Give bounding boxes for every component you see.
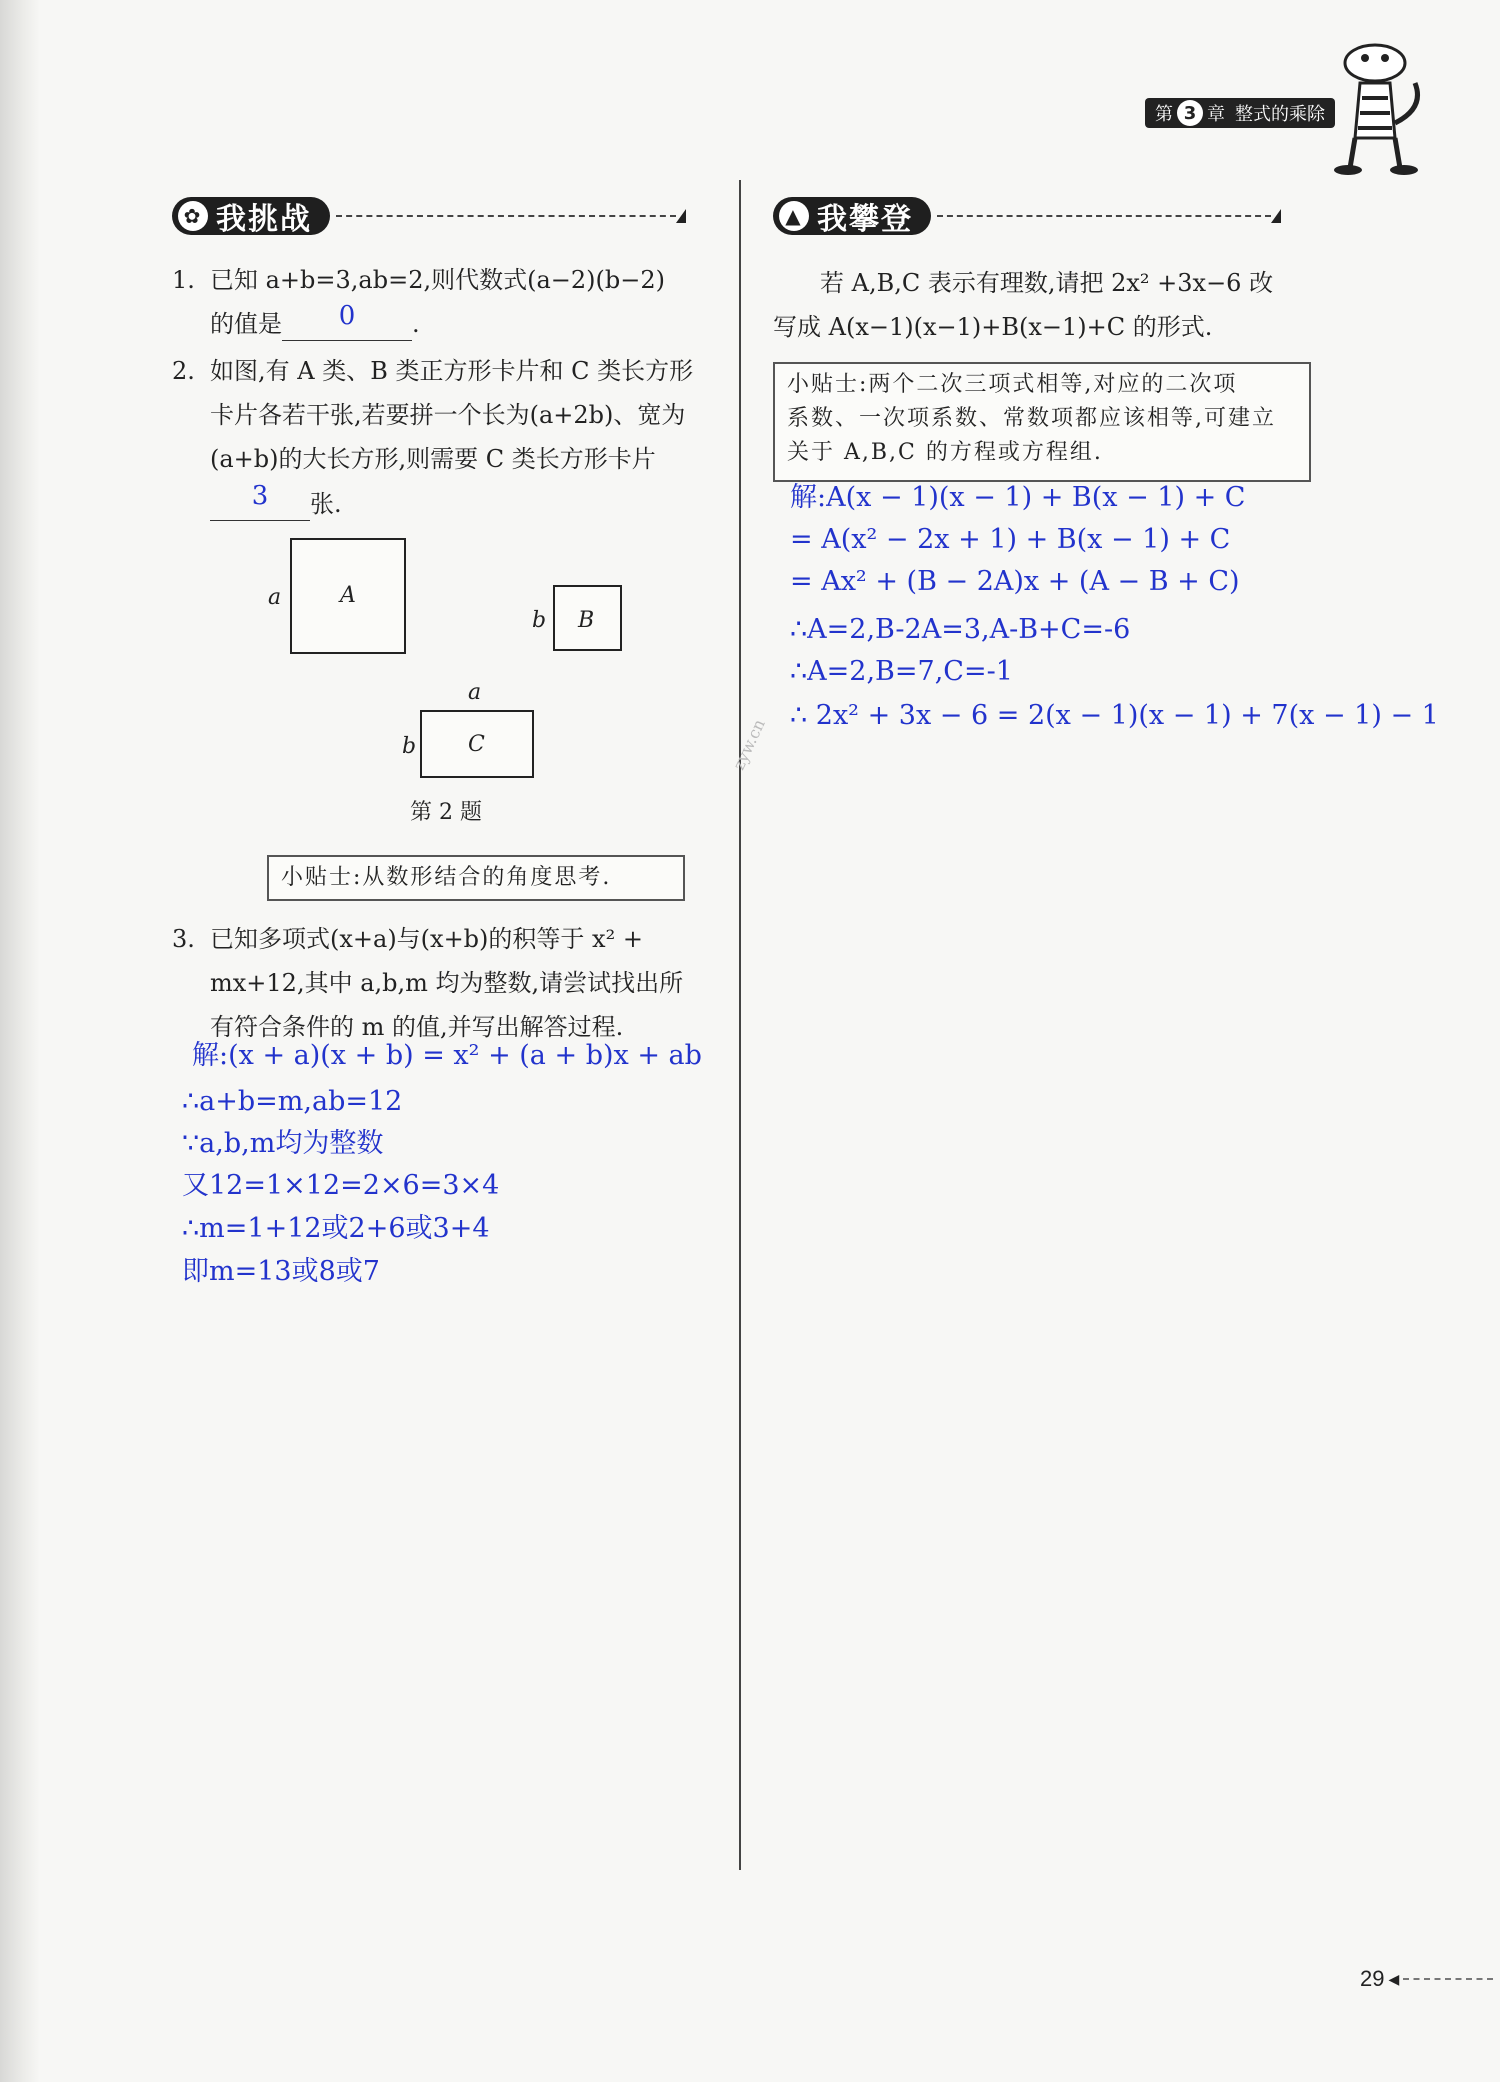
q2-hint-box (267, 855, 685, 901)
right-hint-line-1: 小贴士:两个二次三项式相等,对应的二次项 (787, 372, 1238, 397)
left-section-header (172, 196, 712, 236)
page-number-footer (1360, 1966, 1493, 1992)
right-solution-line-3: = Ax² + (B − 2A)x + (A − B + C) (790, 566, 1240, 597)
q3-line2: mx+12,其中 a,b,m 均为整数,请尝试找出所 (210, 969, 684, 997)
chapter-tag (1145, 98, 1335, 128)
q2-number: 2. (172, 357, 195, 385)
mountain-icon: ▲ (779, 201, 809, 231)
rect-c-label: C (468, 732, 485, 757)
right-hint-line-2: 系数、一次项系数、常数项都应该相等,可建立 (787, 406, 1276, 431)
flame-icon: ✿ (178, 201, 208, 231)
right-solution-line-4: ∴A=2,B-2A=3,A-B+C=-6 (790, 614, 1131, 645)
right-solution-line-1: 解:A(x − 1)(x − 1) + B(x − 1) + C (790, 482, 1246, 513)
q1-answer-blank (282, 301, 412, 341)
square-b-label: B (578, 608, 595, 633)
header-dashed-line-right (937, 215, 1271, 217)
chapter-number: 3 (1177, 100, 1203, 126)
q3-solution-line-1: 解:(x + a)(x + b) = x² + (a + b)x + ab (192, 1040, 702, 1071)
right-section-title: 我攀登 (817, 202, 913, 237)
q1-line2 (210, 301, 420, 341)
right-solution-line-5: ∴A=2,B=7,C=-1 (790, 656, 1013, 687)
q3-solution-line-2: ∴a+b=m,ab=12 (182, 1086, 403, 1117)
climb-title-pill (773, 197, 931, 235)
right-section-header (773, 196, 1308, 236)
q2-answer: 3 (251, 481, 269, 511)
right-question-line1: 若 A,B,C 表示有理数,请把 2x² +3x−6 改 (820, 269, 1274, 297)
right-hint-line-3: 关于 A,B,C 的方程或方程组. (787, 440, 1103, 465)
q3-number: 3. (172, 925, 195, 953)
chapter-suffix: 章 (1207, 104, 1225, 125)
q1-line2-suffix: . (412, 310, 420, 338)
watermark: zyw.cn (728, 716, 769, 773)
q2-answer-blank (210, 481, 310, 521)
book-spine-shadow (0, 0, 40, 2082)
q2-line1: 如图,有 A 类、B 类正方形卡片和 C 类长方形 (210, 357, 694, 385)
q3-line1: 已知多项式(x+a)与(x+b)的积等于 x² + (210, 925, 643, 953)
q3-solution-line-3: ∵a,b,m均为整数 (182, 1128, 384, 1159)
right-question-line2: 写成 A(x−1)(x−1)+B(x−1)+C 的形式. (773, 313, 1213, 341)
q2-line4-suffix: 张. (310, 490, 342, 518)
q3-solution-line-6: 即m=13或8或7 (182, 1256, 380, 1287)
chapter-title: 整式的乘除 (1235, 104, 1325, 125)
figure-caption: 第 2 题 (410, 800, 482, 825)
q3-solution-line-5: ∴m=1+12或2+6或3+4 (182, 1213, 490, 1244)
page-arrow-icon: ◀ (1388, 1970, 1400, 1987)
q2-line3: (a+b)的大长方形,则需要 C 类长方形卡片 (210, 445, 656, 473)
q1-number: 1. (172, 266, 195, 294)
q3-line3: 有符合条件的 m 的值,并写出解答过程. (210, 1013, 624, 1041)
challenge-title-pill (172, 197, 330, 235)
left-section-title: 我挑战 (216, 202, 312, 237)
rect-c-side-label: b (402, 734, 417, 759)
q2-hint-text: 小贴士:从数形结合的角度思考. (281, 865, 612, 890)
q2-line2: 卡片各若干张,若要拼一个长为(a+2b)、宽为 (210, 401, 686, 429)
header-triangle-icon (676, 209, 686, 223)
page-number: 29 (1360, 1966, 1385, 1991)
q3-solution-line-4: 又12=1×12=2×6=3×4 (182, 1170, 500, 1201)
q2-line4 (210, 481, 342, 521)
q1-answer: 0 (338, 301, 356, 331)
chapter-prefix: 第 (1155, 104, 1173, 125)
header-dashed-line (336, 215, 676, 217)
right-solution-line-2: = A(x² − 2x + 1) + B(x − 1) + C (790, 524, 1231, 555)
column-divider (739, 180, 741, 1870)
right-solution-line-6: ∴ 2x² + 3x − 6 = 2(x − 1)(x − 1) + 7(x − 1) − 1 (790, 700, 1439, 731)
q1-line2-prefix: 的值是 (210, 310, 282, 338)
footer-dashed-line (1403, 1978, 1493, 1980)
right-hint-box (773, 362, 1311, 482)
square-a-label: A (340, 583, 356, 608)
square-b-side-label: b (532, 608, 547, 633)
rect-c-top-label: a (468, 680, 482, 705)
square-a-side-label: a (268, 585, 282, 610)
q1-line1: 已知 a+b=3,ab=2,则代数式(a−2)(b−2) (210, 266, 665, 294)
header-triangle-icon-right (1271, 209, 1281, 223)
tiger-mascot-icon (1320, 28, 1430, 178)
